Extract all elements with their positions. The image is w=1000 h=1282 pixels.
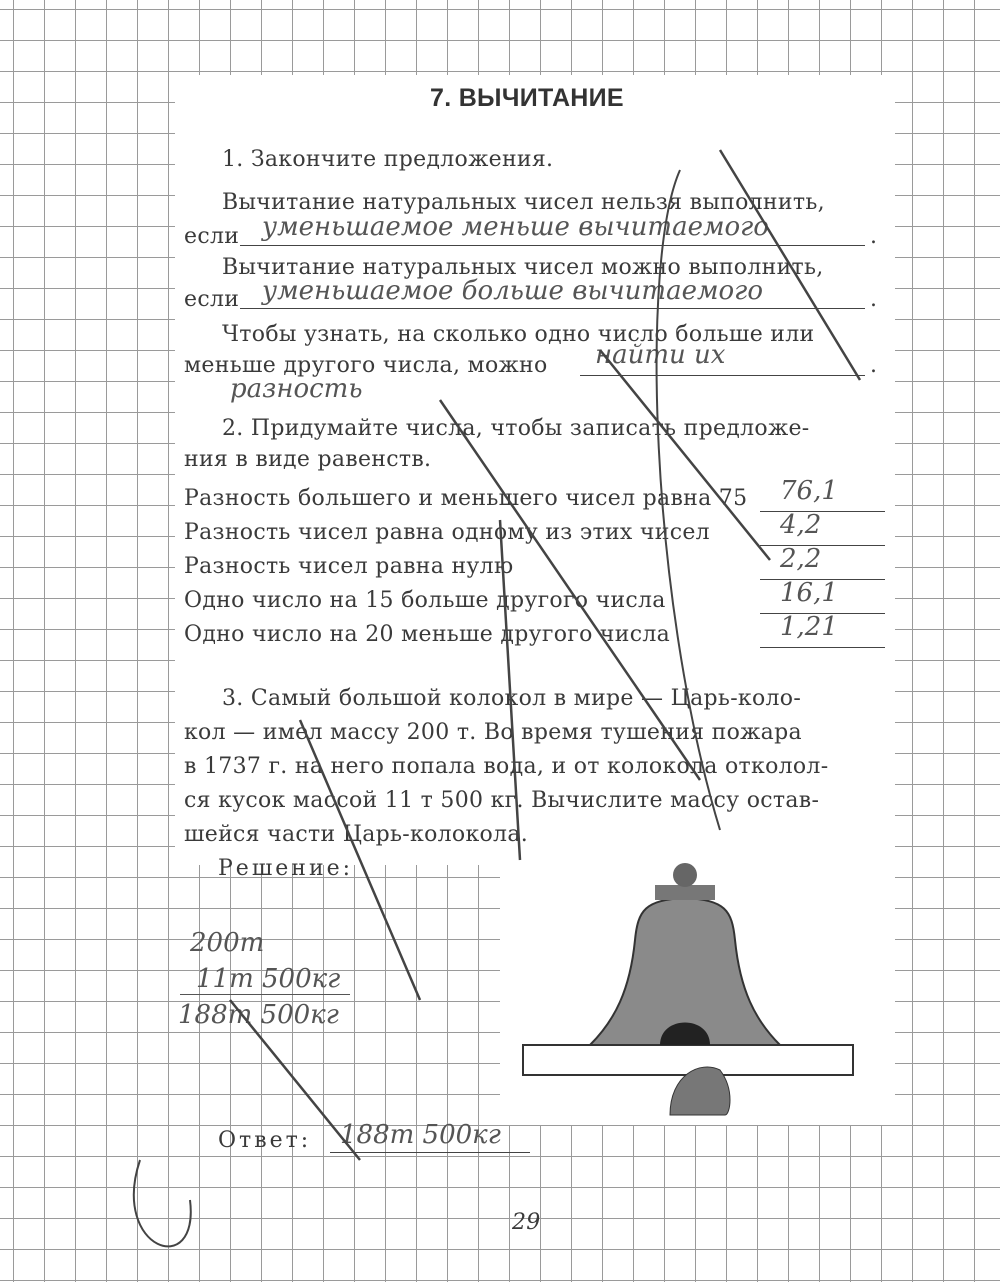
dot: . <box>870 353 878 378</box>
handwritten-answer: уменьшаемое меньше вычитаемого <box>262 212 769 242</box>
page-title: 7. ВЫЧИТАНИЕ <box>430 84 624 112</box>
page-number: 29 <box>512 1210 541 1235</box>
label-if: если <box>184 287 240 312</box>
task3-text-line: 3. Самый большой колокол в мире — Царь-коло- <box>222 686 802 711</box>
handwritten-answer: уменьшаемое больше вычитаемого <box>262 276 763 306</box>
answer-label: Ответ: <box>218 1128 312 1153</box>
equation-row-text: Разность большего и меньшего чисел равна 75 <box>184 486 748 511</box>
handwritten-answer: 4,2 <box>780 510 822 540</box>
task3-text-line: в 1737 г. на него попала вода, и от колокола отколол- <box>184 754 829 779</box>
task1-s2: Вычитание натуральных чисел можно выполнить, <box>222 255 824 280</box>
handwritten-answer-continued: разность <box>230 374 363 404</box>
answer-line <box>240 308 865 309</box>
task1-heading: 1. Закончите предложения. <box>222 147 554 172</box>
answer-line <box>760 511 885 512</box>
task3-text-line: кол — имел массу 200 т. Во время тушения пожара <box>184 720 802 745</box>
dot: . <box>870 287 878 312</box>
label-if: если <box>184 224 240 249</box>
task1-s3a: Чтобы узнать, на сколько одно число больше или <box>222 322 815 347</box>
handwritten-answer: найти их <box>595 340 726 370</box>
equation-row-text: Одно число на 20 меньше другого числа <box>184 622 671 647</box>
task3-text-line: шейся части Царь-колокола. <box>184 822 529 847</box>
work-line: 200т <box>190 928 265 958</box>
equation-row-text: Одно число на 15 больше другого числа <box>184 588 666 613</box>
handwritten-answer: 1,21 <box>780 612 838 642</box>
task2-heading: 2. Придумайте числа, чтобы записать предложе- <box>222 416 810 441</box>
task2-heading-cont: ния в виде равенств. <box>184 447 432 472</box>
handwritten-answer: 2,2 <box>780 544 822 574</box>
work-line: 188т 500кг <box>178 1000 339 1030</box>
task3-text-line: ся кусок массой 11 т 500 кг. Вычислите массу остав- <box>184 788 820 813</box>
task1-s1: Вычитание натуральных чисел нельзя выполнить, <box>222 190 825 215</box>
equation-row-text: Разность чисел равна одному из этих чисел <box>184 520 710 545</box>
solution-label: Решение: <box>218 856 354 881</box>
answer-line <box>760 647 885 648</box>
handwritten-answer: 16,1 <box>780 578 838 608</box>
handwritten-answer: 76,1 <box>780 476 838 506</box>
tsar-bell-illustration <box>520 850 880 1120</box>
equation-row-text: Разность чисел равна нулю <box>184 554 514 579</box>
handwritten-final-answer: 188т 500кг <box>340 1120 501 1150</box>
answer-line <box>760 545 885 546</box>
answer-line <box>330 1152 530 1153</box>
answer-line <box>580 375 865 376</box>
work-underline <box>180 994 350 995</box>
answer-line <box>240 245 865 246</box>
task1-s3b: меньше другого числа, можно <box>184 353 548 378</box>
dot: . <box>870 224 878 249</box>
work-line: 11т 500кг <box>196 964 341 994</box>
